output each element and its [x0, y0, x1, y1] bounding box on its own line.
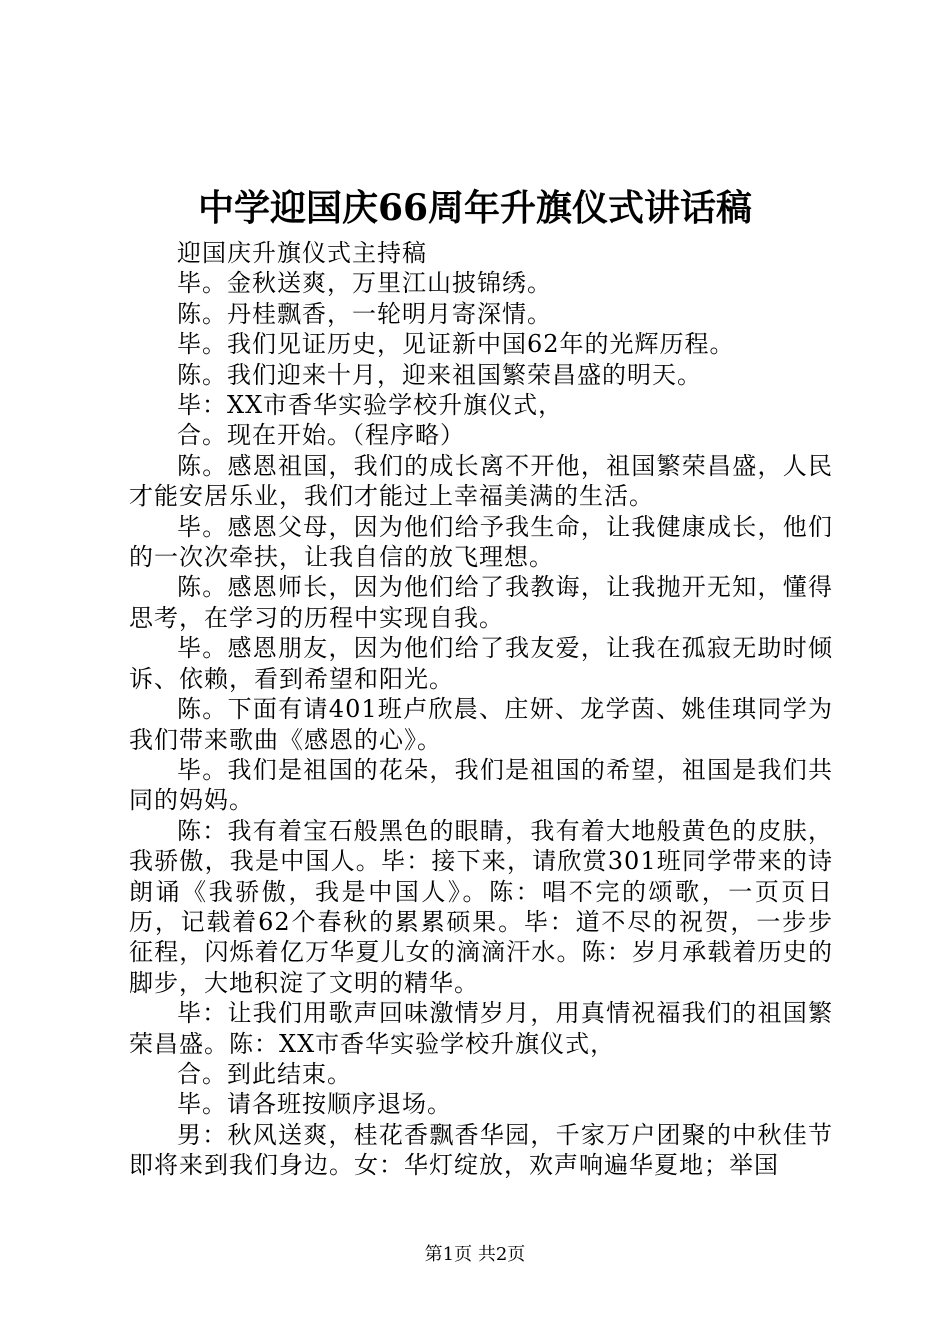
paragraph: 毕。我们是祖国的花朵，我们是祖国的希望，祖国是我们共同的妈妈。: [129, 755, 833, 815]
paragraph: 陈。感恩师长，因为他们给了我教诲，让我抛开无知，懂得思考，在学习的历程中实现自我。: [129, 573, 833, 632]
paragraph: 毕。我们见证历史，见证新中国62年的光辉历程。: [177, 330, 735, 359]
document-body: [129, 238, 833, 1181]
paragraph: 毕。金秋送爽，万里江山披锦绣。: [177, 269, 552, 298]
page-number-footer: 第1页 共2页: [424, 1244, 526, 1265]
paragraph: 毕。请各班按顺序退场。: [177, 1090, 452, 1119]
paragraph: 合。现在开始。（程序略）: [177, 421, 465, 450]
document-title: 中学迎国庆66周年升旗仪式讲话稿: [197, 187, 753, 229]
paragraph: 毕。感恩朋友，因为他们给了我友爱，让我在孤寂无助时倾诉、依赖，看到希望和阳光。: [129, 634, 833, 693]
paragraph: 陈。下面有请401班卢欣晨、庄妍、龙学茵、姚佳琪同学为我们带来歌曲《感恩的心》。: [129, 695, 833, 754]
paragraph: 毕。感恩父母，因为他们给予我生命，让我健康成长，他们的一次次牵扶，让我自信的放飞理想。: [129, 512, 833, 572]
paragraph: 陈。丹桂飘香，一轮明月寄深情。: [177, 299, 552, 328]
paragraph: 毕：让我们用歌声回味激情岁月，用真情祝福我们的祖国繁荣昌盛。陈：XX市香华实验学校升旗仪式，: [129, 999, 833, 1058]
paragraph: 陈。感恩祖国，我们的成长离不开他，祖国繁荣昌盛，人民才能安居乐业，我们才能过上幸福美满的生活。: [129, 451, 833, 511]
paragraph: 男：秋风送爽，桂花香飘香华园，千家万户团聚的中秋佳节即将来到我们身边。女：华灯绽放，欢声响遍华夏地；举国: [129, 1120, 833, 1180]
paragraph: 陈：我有着宝石般黑色的眼睛，我有着大地般黄色的皮肤，我骄傲，我是中国人。毕：接下来，请欣赏301班同学带来的诗朗诵《我骄傲，我是中国人》。陈：唱不完的颂歌，一页页日历，记载着62个春秋的累累硕果。毕：道不尽的祝贺，一步步征程，闪烁着亿万华夏儿女的滴滴汗水。陈：岁月承载着历史的脚步，大地积淀了文明的精华。: [129, 816, 833, 997]
paragraph: 毕：XX市香华实验学校升旗仪式，: [177, 391, 564, 420]
paragraph: 陈。我们迎来十月，迎来祖国繁荣昌盛的明天。: [177, 360, 702, 389]
paragraph: 迎国庆升旗仪式主持稿: [177, 239, 427, 267]
paragraph: 合。到此结束。: [177, 1059, 352, 1088]
